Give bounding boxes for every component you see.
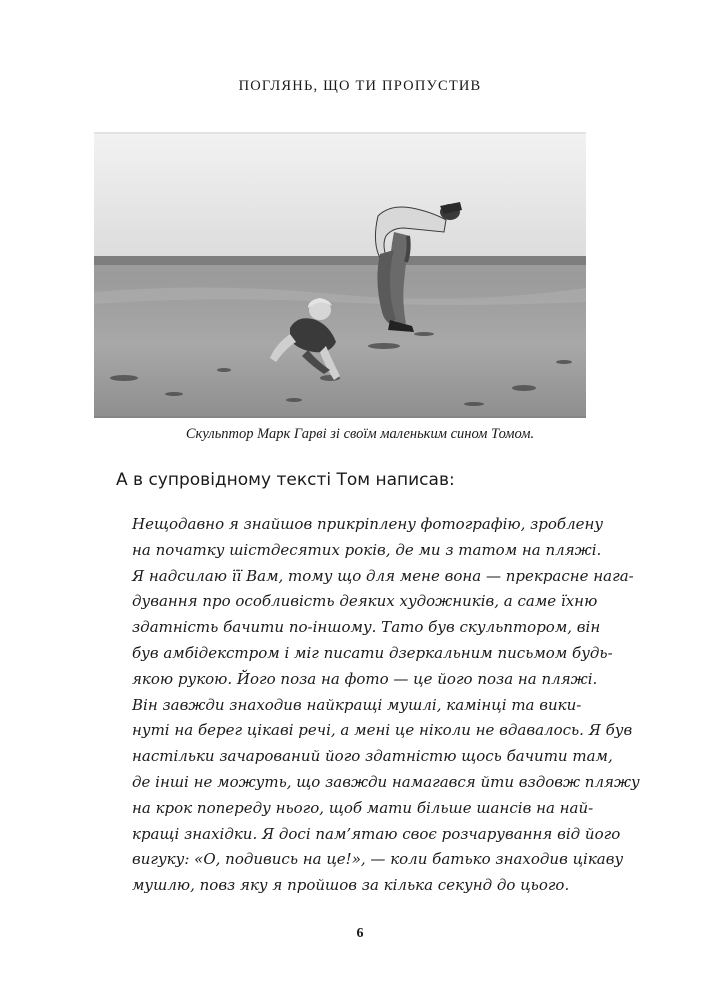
photo-caption: Скульптор Марк Гарві зі своїм маленьким сином Томом. [185,426,535,442]
quote-line: якою рукою. Його поза на фото — це його поза на пляжі. [132,669,598,688]
quote-line: Він завжди знаходив найкращі мушлі, камінці та вики- [132,695,582,714]
quote-line: мушлю, повз яку я пройшов за кілька секунд до цього. [132,876,570,895]
quote-line: де інші не можуть, що завжди намагався йти вздовж пляжу [132,772,640,791]
quote-line: нуті на берег цікаві речі, а мені це ніколи не вдавалось. Я був [132,721,633,740]
running-title: ПОГЛЯНЬ, ЩО ТИ ПРОПУСТИВ [238,78,482,94]
quote-line: Нещодавно я знайшов прикріплену фотографію, зроблену [132,515,604,533]
quoted-letter [132,512,640,899]
intro-paragraph: А в супровідному тексті Том написав: [116,470,455,490]
quote-line: кращі знахідки. Я досі пам’ятаю своє розчарування від його [132,824,621,843]
quote-line: дування про особливість деяких художників, а саме їхню [132,592,598,611]
quote-line: Я надсилаю її Вам, тому що для мене вона — прекрасне нага- [132,566,634,585]
quote-line: настільки зачарований його здатністю щось бачити там, [132,747,613,766]
page-number: 6 [356,926,364,941]
quote-line: здатність бачити по-іншому. Тато був скульптором, він [132,618,601,637]
quote-line: на початку шістдесятих років, де ми з татом на пляжі. [132,540,602,559]
quote-line: був амбідекстром і міг писати дзеркальним письмом будь- [132,643,613,662]
quote-line: на крок попереду нього, щоб мати більше шансів на най- [132,798,594,817]
beach-photo [94,132,586,418]
beach-photo-icon [94,132,586,418]
quote-line: вигуку: «О, подивись на це!», — коли батько знаходив цікаву [132,850,624,869]
